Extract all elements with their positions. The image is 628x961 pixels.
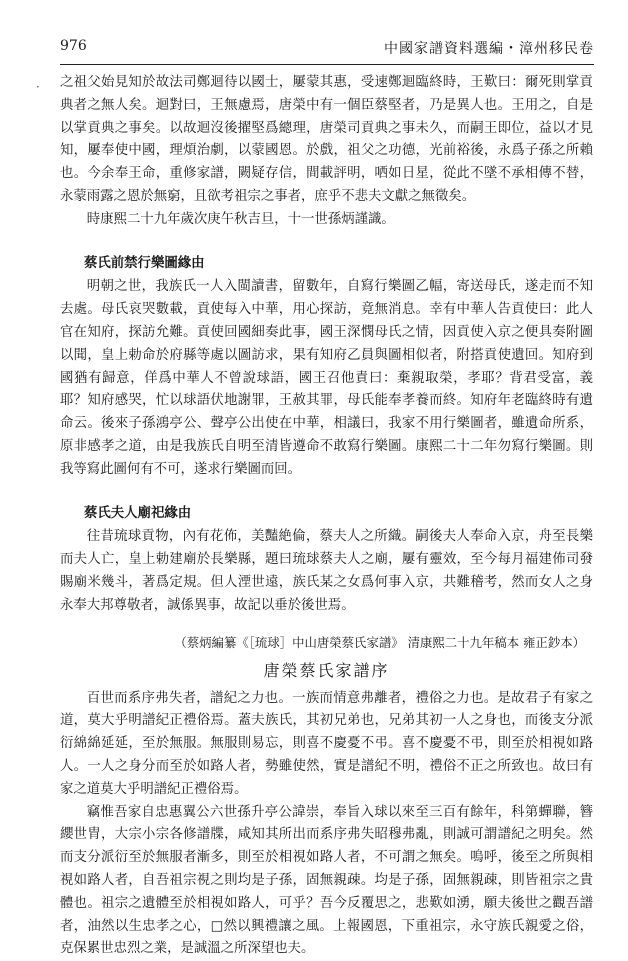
- preface-paragraph: 之祖父始見知於故法司鄭迴待以國士，屢蒙其惠，受速鄭迴臨終時，王歎曰：爾死則掌貢典者之無人矣。迴對曰，王無慮焉，唐榮中有一個臣蔡堅者，乃是異人也。王用之，自是以掌貢典之事矣。以故迴沒後擢堅爲總理，唐榮司貢典之事未久，而嗣王即位，益以才見知，屢奉使中國，理煩治劇，以蒙國恩。於戲，祖父之功德，光前裕後，永爲子孫之所賴也。今余奉王命，重修家譜，闕疑存信，間載評明，哂如日星，從此不墜不承相傳不替，永蒙雨露之恩於無窮，且欲考祖宗之事者，庶乎不悲夫文獻之無徵矣。: [60, 75, 593, 204]
- section-body-painting: 明朝之世，我族氏一人入閩讀書，留數年，自寫行樂圖乙幅，寄送母氏，遂走而不知去處。母氏哀哭數載，貢使每入中華，用心探訪，竟無消息。幸有中華人告貢使曰：此人官在知府，探訪允難。貢使回國細奏此事，國王深憫母氏之情，因貢使入京之便具奏附圖以聞，皇上勅命於府縣等處以圖訪求，果有知府乙員與圖相似者，附搭貢使遺回。知府到國猶有歸意，佯爲中華人不曾說球語，國王召他責曰：棄親取榮，孝耶？背君受富，義耶？知府感哭，忙以球語伏地謝罪，王赦其罪，母氏能奉孝養而終。知府年老臨終時有遺命云。後來子孫鴻亭公、聲亭公出使在中華，相議曰，我家不用行樂圖者，雖遺命所系，原非感孝之道，由是我族氏自明至清皆遵命不敢寫行樂圖。康熙二十二年勿寫行樂圖。則我等寫此圖何有不可，遂求行樂圖而回。: [60, 279, 593, 477]
- genealogy-preface-title: 唐榮蔡氏家譜序: [263, 660, 390, 680]
- page-header: [60, 38, 594, 60]
- header-rule: [60, 64, 594, 65]
- source-citation: [60, 632, 593, 654]
- genealogy-preface-paragraph-1: 百世而系序弗失者，譜紀之力也。一族而情意弗離者，禮俗之力也。是故君子有家之道，莫大乎明譜紀正禮俗焉。蓋夫族氏，其初兄弟也，兄弟其初一人之身也，而後支分派衍綿綿延延，至於無服。無服則易忘，則喜不慶憂不弔。喜不慶憂不弔，則至於相視如路人。一人之身分而至於如路人者，勢雖使然，實是譜紀不明，禮俗不正之所致也。故曰有家之道莫大乎明譜紀正禮俗焉。: [60, 690, 593, 797]
- page-number: 976: [60, 38, 87, 54]
- book-title: 中國家譜資料選編・漳州移民卷: [384, 41, 594, 57]
- section-heading-temple: 蔡氏夫人廟祀緣由: [84, 504, 192, 521]
- page-body: [60, 72, 593, 961]
- citation-edition: 清康熙二十九年稿本: [407, 634, 520, 650]
- margin-mark: ·: [36, 80, 40, 94]
- section-body-temple: 往昔琉球貢物，內有花佈，美豔絶倫，蔡夫人之所織。嗣後夫人奉命入京，舟至長樂而夫人亡，皇上勅建廟於長樂縣，題曰琉球蔡夫人之廟，屢有靈效，至今每月福建佈司發賜廟米幾斗，著爲定規。但人湮世遠，族氏某之女爲何事入京，共難稽考，然而女人之身永奉大邦尊敬者，誠係異事，故記以垂於後世焉。: [60, 529, 593, 613]
- section-heading-painting: 蔡氏前禁行樂圖緣由: [84, 254, 205, 271]
- citation-compiler: （蔡炳編纂《［琉球］中山唐榮蔡氏家譜》: [174, 634, 404, 650]
- genealogy-preface-paragraph-2: 竊惟吾家自忠惠翼公六世孫升亭公諱崇，奉旨入球以來至三百有餘年，科第蟬聯，簪纓世胄，大宗小宗各修譜牒，咸知其所出而系序弗失昭穆弗亂，則誠可謂譜紀之明矣。然而支分派衍至於無服者漸多，則至於相視如路人者，不可謂之無矣。嗚呼，後至之所與相視如路人者，自吾祖宗視之則均是子孫，固無親疎。均是子孫，固無親疎，則皆祖宗之貴體也。祖宗之遺體至於相視如路人，可乎？吾今反覆思之，悲歎如湧，願夫後世之觀吾譜者，油然以生忠孝之心，□然以興禮讓之風。上報國恩，下重祖宗，永守族氏親愛之俗，克保累世忠烈之業，是誠溫之所深望也夫。: [60, 804, 593, 957]
- preface-dateline: 時康熙二十九年歲次庚午秋吉旦，十一世孫炳謹識。: [86, 211, 395, 227]
- citation-copy: 雍正鈔本）: [523, 634, 585, 650]
